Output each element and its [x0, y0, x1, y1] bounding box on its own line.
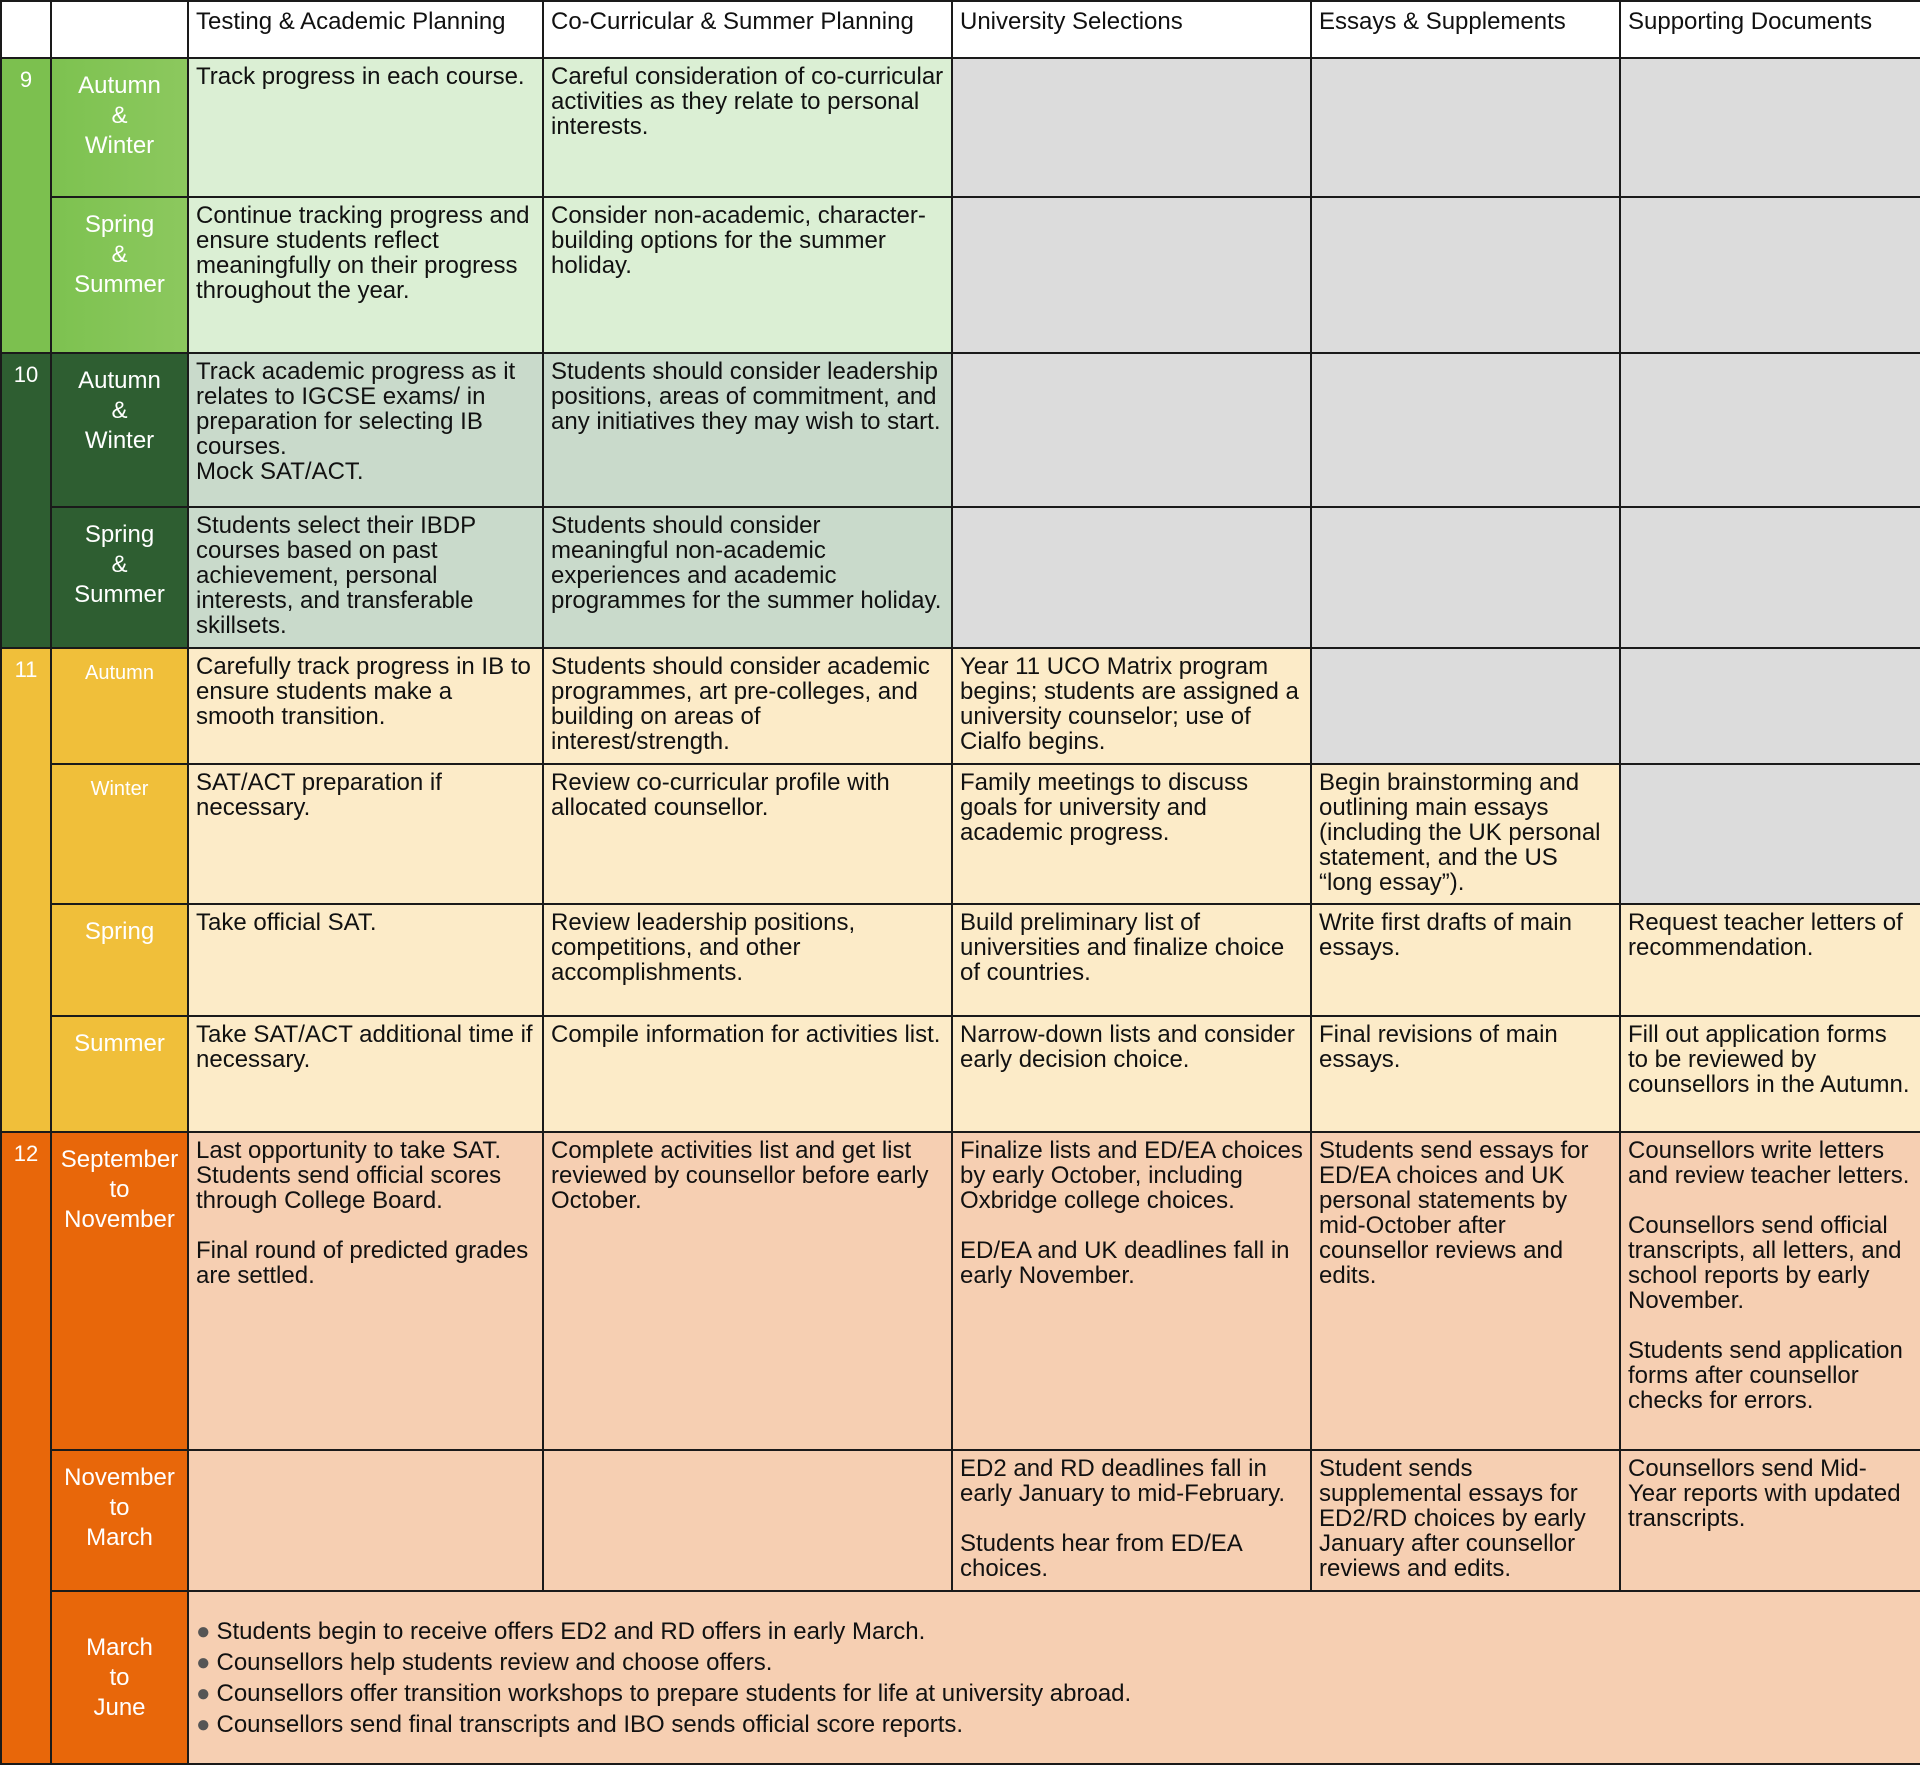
- table-cell: Narrow-down lists and consider early decision choice.: [952, 1016, 1311, 1132]
- term-label: Autumn & Winter: [51, 353, 188, 507]
- table-cell: Write first drafts of main essays.: [1311, 904, 1620, 1016]
- table-cell: Continue tracking progress and ensure students reflect meaningfully on their progress throughout the year.: [188, 197, 543, 353]
- table-row: [1, 58, 1920, 197]
- header-year: [1, 1, 51, 58]
- header-term: [51, 1, 188, 58]
- year-10-label: 10: [1, 353, 51, 648]
- table-cell: Careful consideration of co-curricular activities as they relate to personal interests.: [543, 58, 952, 197]
- header-row: [1, 1, 1920, 58]
- year-9-label: 9: [1, 58, 51, 353]
- table-row: [1, 1016, 1920, 1132]
- term-label: Winter: [51, 764, 188, 904]
- empty-cell: [543, 1450, 952, 1591]
- empty-cell: [1311, 648, 1620, 764]
- table-cell: Complete activities list and get list reviewed by counsellor before early October.: [543, 1132, 952, 1450]
- final-summary-cell: [188, 1591, 1920, 1764]
- term-label: Spring & Summer: [51, 197, 188, 353]
- table-cell: ED2 and RD deadlines fall in early January to mid-February. Students hear from ED/EA choices.: [952, 1450, 1311, 1591]
- list-item: ● Students begin to receive offers ED2 and RD offers in early March.: [196, 1617, 926, 1645]
- table-cell: Review leadership positions, competitions, and other accomplishments.: [543, 904, 952, 1016]
- term-label: September to November: [51, 1132, 188, 1450]
- table-cell: Counsellors write letters and review teacher letters. Counsellors send official transcripts, all letters, and school reports by early November. Students send application forms after counsellor checks for errors.: [1620, 1132, 1920, 1450]
- empty-cell: [952, 197, 1311, 353]
- list-item: ● Counsellors offer transition workshops to prepare students for life at university abroad.: [196, 1679, 1132, 1707]
- table-cell: Carefully track progress in IB to ensure students make a smooth transition.: [188, 648, 543, 764]
- table-cell: Final revisions of main essays.: [1311, 1016, 1620, 1132]
- table-cell: Track progress in each course.: [188, 58, 543, 197]
- table-row: [1, 197, 1920, 353]
- table-cell: Students should consider leadership positions, areas of commitment, and any initiatives they may wish to start.: [543, 353, 952, 507]
- table-cell: Consider non-academic, character-building options for the summer holiday.: [543, 197, 952, 353]
- table-cell: Students should consider academic programmes, art pre-colleges, and building on areas of interest/strength.: [543, 648, 952, 764]
- table-row: [1, 1591, 1920, 1764]
- empty-cell: [952, 507, 1311, 648]
- term-label: March to June: [51, 1591, 188, 1764]
- table-row: [1, 764, 1920, 904]
- table-cell: Take official SAT.: [188, 904, 543, 1016]
- table-row: [1, 1450, 1920, 1591]
- term-label: November to March: [51, 1450, 188, 1591]
- empty-cell: [1620, 507, 1920, 648]
- table-cell: Request teacher letters of recommendation.: [1620, 904, 1920, 1016]
- table-row: [1, 1132, 1920, 1450]
- table-cell: Counsellors send Mid-Year reports with updated transcripts.: [1620, 1450, 1920, 1591]
- empty-cell: [1311, 197, 1620, 353]
- table-cell: Begin brainstorming and outlining main essays (including the UK personal statement, and the US “long essay”).: [1311, 764, 1620, 904]
- table-cell: Fill out application forms to be reviewed by counsellors in the Autumn.: [1620, 1016, 1920, 1132]
- header-cocurricular: Co-Curricular & Summer Planning: [543, 1, 952, 58]
- table-cell: Last opportunity to take SAT. Students send official scores through College Board. Final round of predicted grades are settled.: [188, 1132, 543, 1450]
- empty-cell: [952, 58, 1311, 197]
- header-testing: Testing & Academic Planning: [188, 1, 543, 58]
- empty-cell: [1311, 507, 1620, 648]
- table-cell: Year 11 UCO Matrix program begins; students are assigned a university counselor; use of Cialfo begins.: [952, 648, 1311, 764]
- table-cell: Track academic progress as it relates to IGCSE exams/ in preparation for selecting IB courses. Mock SAT/ACT.: [188, 353, 543, 507]
- term-label: Autumn: [51, 648, 188, 764]
- table-cell: Student sends supplemental essays for ED2/RD choices by early January after counsellor reviews and edits.: [1311, 1450, 1620, 1591]
- empty-cell: [1620, 58, 1920, 197]
- table-cell: Take SAT/ACT additional time if necessary.: [188, 1016, 543, 1132]
- table-row: [1, 353, 1920, 507]
- table-cell: Students select their IBDP courses based on past achievement, personal interests, and transferable skillsets.: [188, 507, 543, 648]
- header-university: University Selections: [952, 1, 1311, 58]
- header-essays: Essays & Supplements: [1311, 1, 1620, 58]
- bullet-list: [196, 1616, 1913, 1740]
- list-item: ● Counsellors help students review and choose offers.: [196, 1648, 773, 1676]
- empty-cell: [952, 353, 1311, 507]
- table-cell: Students should consider meaningful non-academic experiences and academic programmes for the summer holiday.: [543, 507, 952, 648]
- list-item: ● Counsellors send final transcripts and IBO sends official score reports.: [196, 1710, 964, 1738]
- empty-cell: [188, 1450, 543, 1591]
- header-documents: Supporting Documents: [1620, 1, 1920, 58]
- empty-cell: [1620, 648, 1920, 764]
- year-11-label: 11: [1, 648, 51, 1132]
- term-label: Summer: [51, 1016, 188, 1132]
- empty-cell: [1311, 58, 1620, 197]
- empty-cell: [1620, 353, 1920, 507]
- empty-cell: [1620, 197, 1920, 353]
- table-cell: Family meetings to discuss goals for university and academic progress.: [952, 764, 1311, 904]
- table-row: [1, 904, 1920, 1016]
- table-cell: Build preliminary list of universities and finalize choice of countries.: [952, 904, 1311, 1016]
- table-row: [1, 648, 1920, 764]
- empty-cell: [1311, 353, 1620, 507]
- table-cell: Compile information for activities list.: [543, 1016, 952, 1132]
- table-cell: Finalize lists and ED/EA choices by early October, including Oxbridge college choices. ED/EA and UK deadlines fall in early November.: [952, 1132, 1311, 1450]
- term-label: Spring: [51, 904, 188, 1016]
- table-row: [1, 507, 1920, 648]
- term-label: Autumn & Winter: [51, 58, 188, 197]
- table-cell: Students send essays for ED/EA choices and UK personal statements by mid-October after counsellor reviews and edits.: [1311, 1132, 1620, 1450]
- year-12-label: 12: [1, 1132, 51, 1764]
- term-label: Spring & Summer: [51, 507, 188, 648]
- table-cell: SAT/ACT preparation if necessary.: [188, 764, 543, 904]
- table-cell: Review co-curricular profile with allocated counsellor.: [543, 764, 952, 904]
- empty-cell: [1620, 764, 1920, 904]
